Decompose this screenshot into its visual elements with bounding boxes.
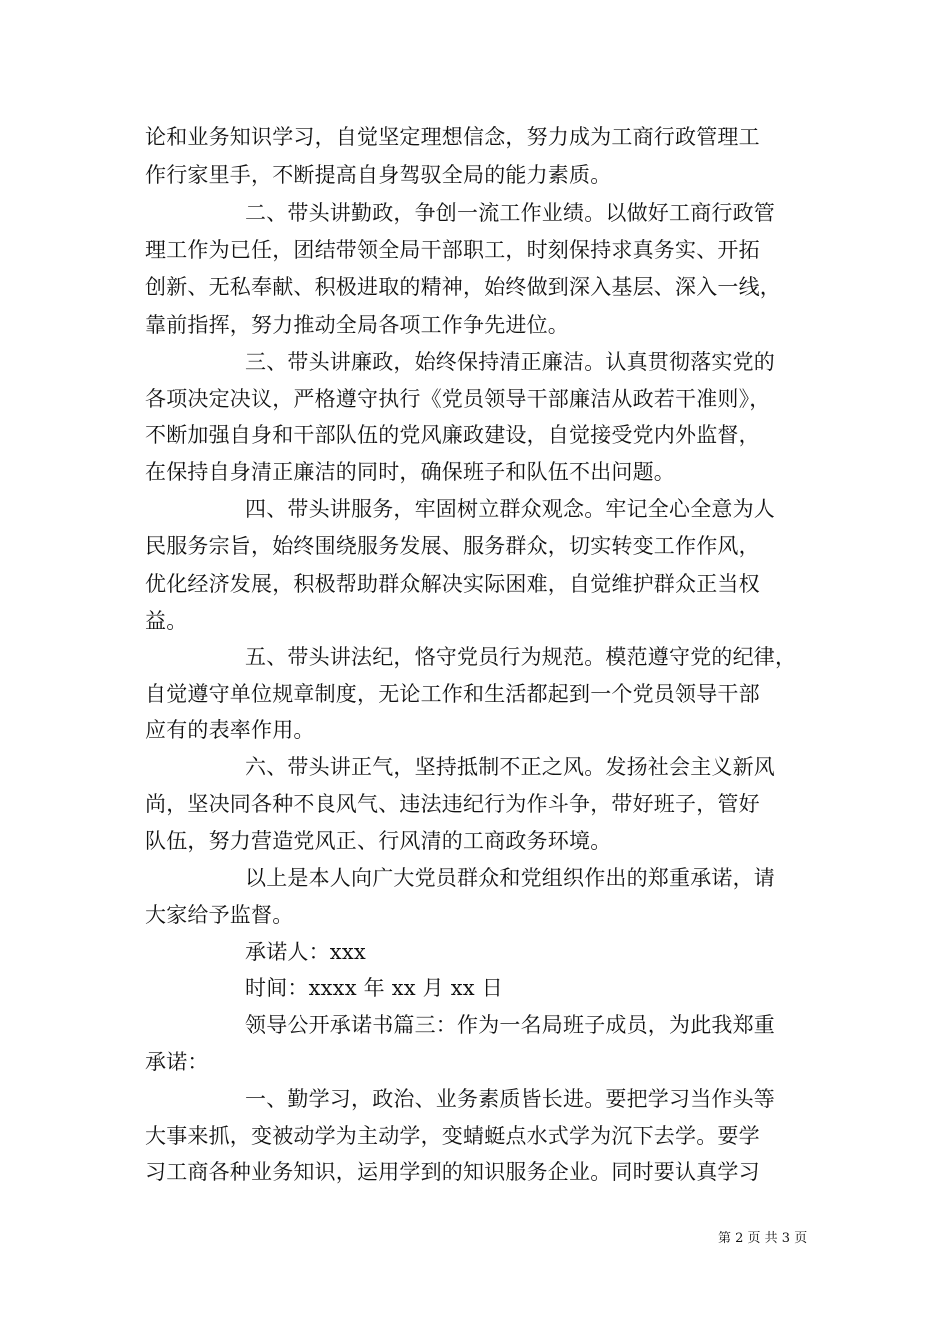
text-line: 五、带头讲法纪，恪守党员行为规范。模范遵守党的纪律， — [245, 645, 797, 669]
text-line: 在保持自身清正廉洁的同时，确保班子和队伍不出问题。 — [145, 460, 675, 484]
text-line: 时间：xxxx 年 xx 月 xx 日 — [245, 976, 503, 1000]
text-line: 作行家里手，不断提高自身驾驭全局的能力素质。 — [145, 163, 612, 187]
text-line: 大事来抓，变被动学为主动学，变蜻蜓点水式学为沉下去学。要学 — [145, 1124, 760, 1148]
text-line: 队伍，努力营造党风正、行风清的工商政务环境。 — [145, 829, 612, 853]
text-line: 优化经济发展，积极帮助群众解决实际困难，自觉维护群众正当权 — [145, 572, 760, 596]
text-line: 各项决定决议，严格遵守执行《党员领导干部廉洁从政若干准则》， — [145, 387, 771, 411]
text-line: 以上是本人向广大党员群众和党组织作出的郑重承诺，请 — [245, 866, 775, 890]
text-line: 四、带头讲服务，牢固树立群众观念。牢记全心全意为人 — [245, 497, 775, 521]
text-line: 民服务宗旨，始终围绕服务发展、服务群众，切实转变工作作风， — [145, 534, 760, 558]
text-line: 领导公开承诺书篇三：作为一名局班子成员，为此我郑重 — [245, 1013, 775, 1037]
text-line: 不断加强自身和干部队伍的党风廉政建设，自觉接受党内外监督， — [145, 423, 760, 447]
text-line: 大家给予监督。 — [145, 903, 294, 927]
text-line: 理工作为已任，团结带领全局干部职工，时刻保持求真务实、开拓 — [145, 238, 760, 262]
text-line: 二、带头讲勤政，争创一流工作业绩。以做好工商行政管 — [245, 201, 775, 225]
text-line: 三、带头讲廉政，始终保持清正廉洁。认真贯彻落实党的 — [245, 350, 775, 374]
text-line: 六、带头讲正气，坚持抵制不正之风。发扬社会主义新风 — [245, 755, 775, 779]
text-line: 创新、无私奉献、积极进取的精神，始终做到深入基层、深入一线， — [145, 275, 781, 299]
text-line: 自觉遵守单位规章制度，无论工作和生活都起到一个党员领导干部 — [145, 682, 760, 706]
text-line: 论和业务知识学习，自觉坚定理想信念，努力成为工商行政管理工 — [145, 125, 760, 149]
text-line: 承诺人：xxx — [245, 940, 366, 964]
text-line: 尚，坚决同各种不良风气、违法违纪行为作斗争，带好班子，管好 — [145, 792, 760, 816]
text-line: 靠前指挥，努力推动全局各项工作争先进位。 — [145, 313, 569, 337]
text-line: 益。 — [145, 609, 188, 633]
text-line: 承诺： — [145, 1050, 209, 1074]
text-line: 一、勤学习，政治、业务素质皆长进。要把学习当作头等 — [245, 1087, 775, 1111]
page-number: 第 2 页 共 3 页 — [718, 1231, 808, 1246]
text-line: 习工商各种业务知识，运用学到的知识服务企业。同时要认真学习 — [145, 1160, 760, 1184]
text-line: 应有的表率作用。 — [145, 718, 315, 742]
